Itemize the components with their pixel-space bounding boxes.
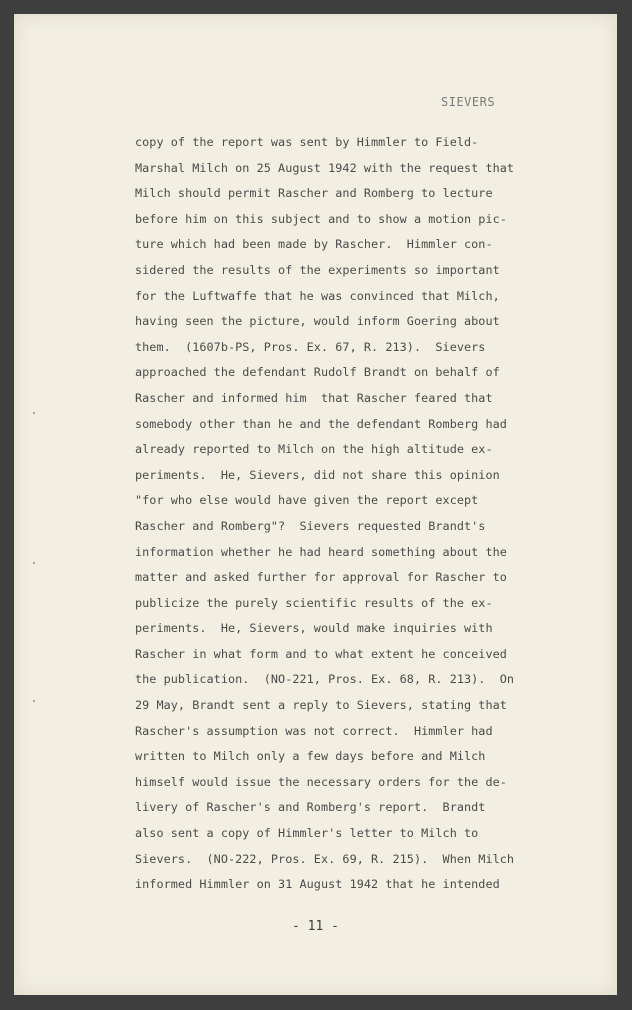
text-line: approached the defendant Rudolf Brandt on behalf of <box>135 365 500 380</box>
text-line: periments. He, Sievers, would make inquiries with <box>135 621 493 636</box>
text-line: copy of the report was sent by Himmler to Field- <box>135 135 479 149</box>
text-line: somebody other than he and the defendant Romberg had <box>135 416 507 431</box>
text-line: them. (1607b-PS, Pros. Ex. 67, R. 213). Sievers <box>135 339 486 354</box>
body-text <box>135 130 555 898</box>
text-line: Rascher in what form and to what extent he conceived <box>135 646 507 661</box>
text-line: before him on this subject and to show a motion pic- <box>135 211 507 226</box>
running-head: SIEVERS <box>441 95 496 109</box>
text-line: the publication. (NO-221, Pros. Ex. 68, R. 213). On <box>135 672 515 687</box>
text-line: Marshal Milch on 25 August 1942 with the request that <box>135 160 515 175</box>
text-line: information whether he had heard something about the <box>135 544 507 559</box>
text-line: informed Himmler on 31 August 1942 that he intended <box>135 877 500 892</box>
text-line: Sievers. (NO-222, Pros. Ex. 69, R. 215). When Milch <box>135 851 515 866</box>
text-line: "for who else would have given the report except <box>135 493 479 508</box>
page-number: - 11 - <box>292 919 339 934</box>
text-line: himself would issue the necessary orders for the de- <box>135 774 507 789</box>
text-line: sidered the results of the experiments so important <box>135 262 500 277</box>
text-line: Rascher's assumption was not correct. Himmler had <box>135 723 493 738</box>
text-line: written to Milch only a few days before and Milch <box>135 749 486 764</box>
text-line: publicize the purely scientific results of the ex- <box>135 595 493 610</box>
text-line: ture which had been made by Rascher. Himmler con- <box>135 237 493 252</box>
text-line: 29 May, Brandt sent a reply to Sievers, stating that <box>135 698 507 713</box>
text-line: matter and asked further for approval for Rascher to <box>135 570 507 585</box>
margin-mark <box>33 412 35 414</box>
text-line: already reported to Milch on the high altitude ex- <box>135 442 493 457</box>
margin-mark <box>33 700 35 702</box>
text-line: for the Luftwaffe that he was convinced that Milch, <box>135 288 500 303</box>
text-line: livery of Rascher's and Romberg's report. Brandt <box>135 800 486 815</box>
document-page <box>14 14 617 995</box>
text-line: Milch should permit Rascher and Romberg to lecture <box>135 186 493 201</box>
text-line: also sent a copy of Himmler's letter to Milch to <box>135 826 479 841</box>
margin-mark <box>33 562 35 564</box>
text-line: periments. He, Sievers, did not share this opinion <box>135 467 500 482</box>
text-line: Rascher and informed him that Rascher feared that <box>135 390 493 405</box>
text-line: having seen the picture, would inform Goering about <box>135 314 500 329</box>
text-line: Rascher and Romberg"? Sievers requested Brandt's <box>135 518 486 533</box>
